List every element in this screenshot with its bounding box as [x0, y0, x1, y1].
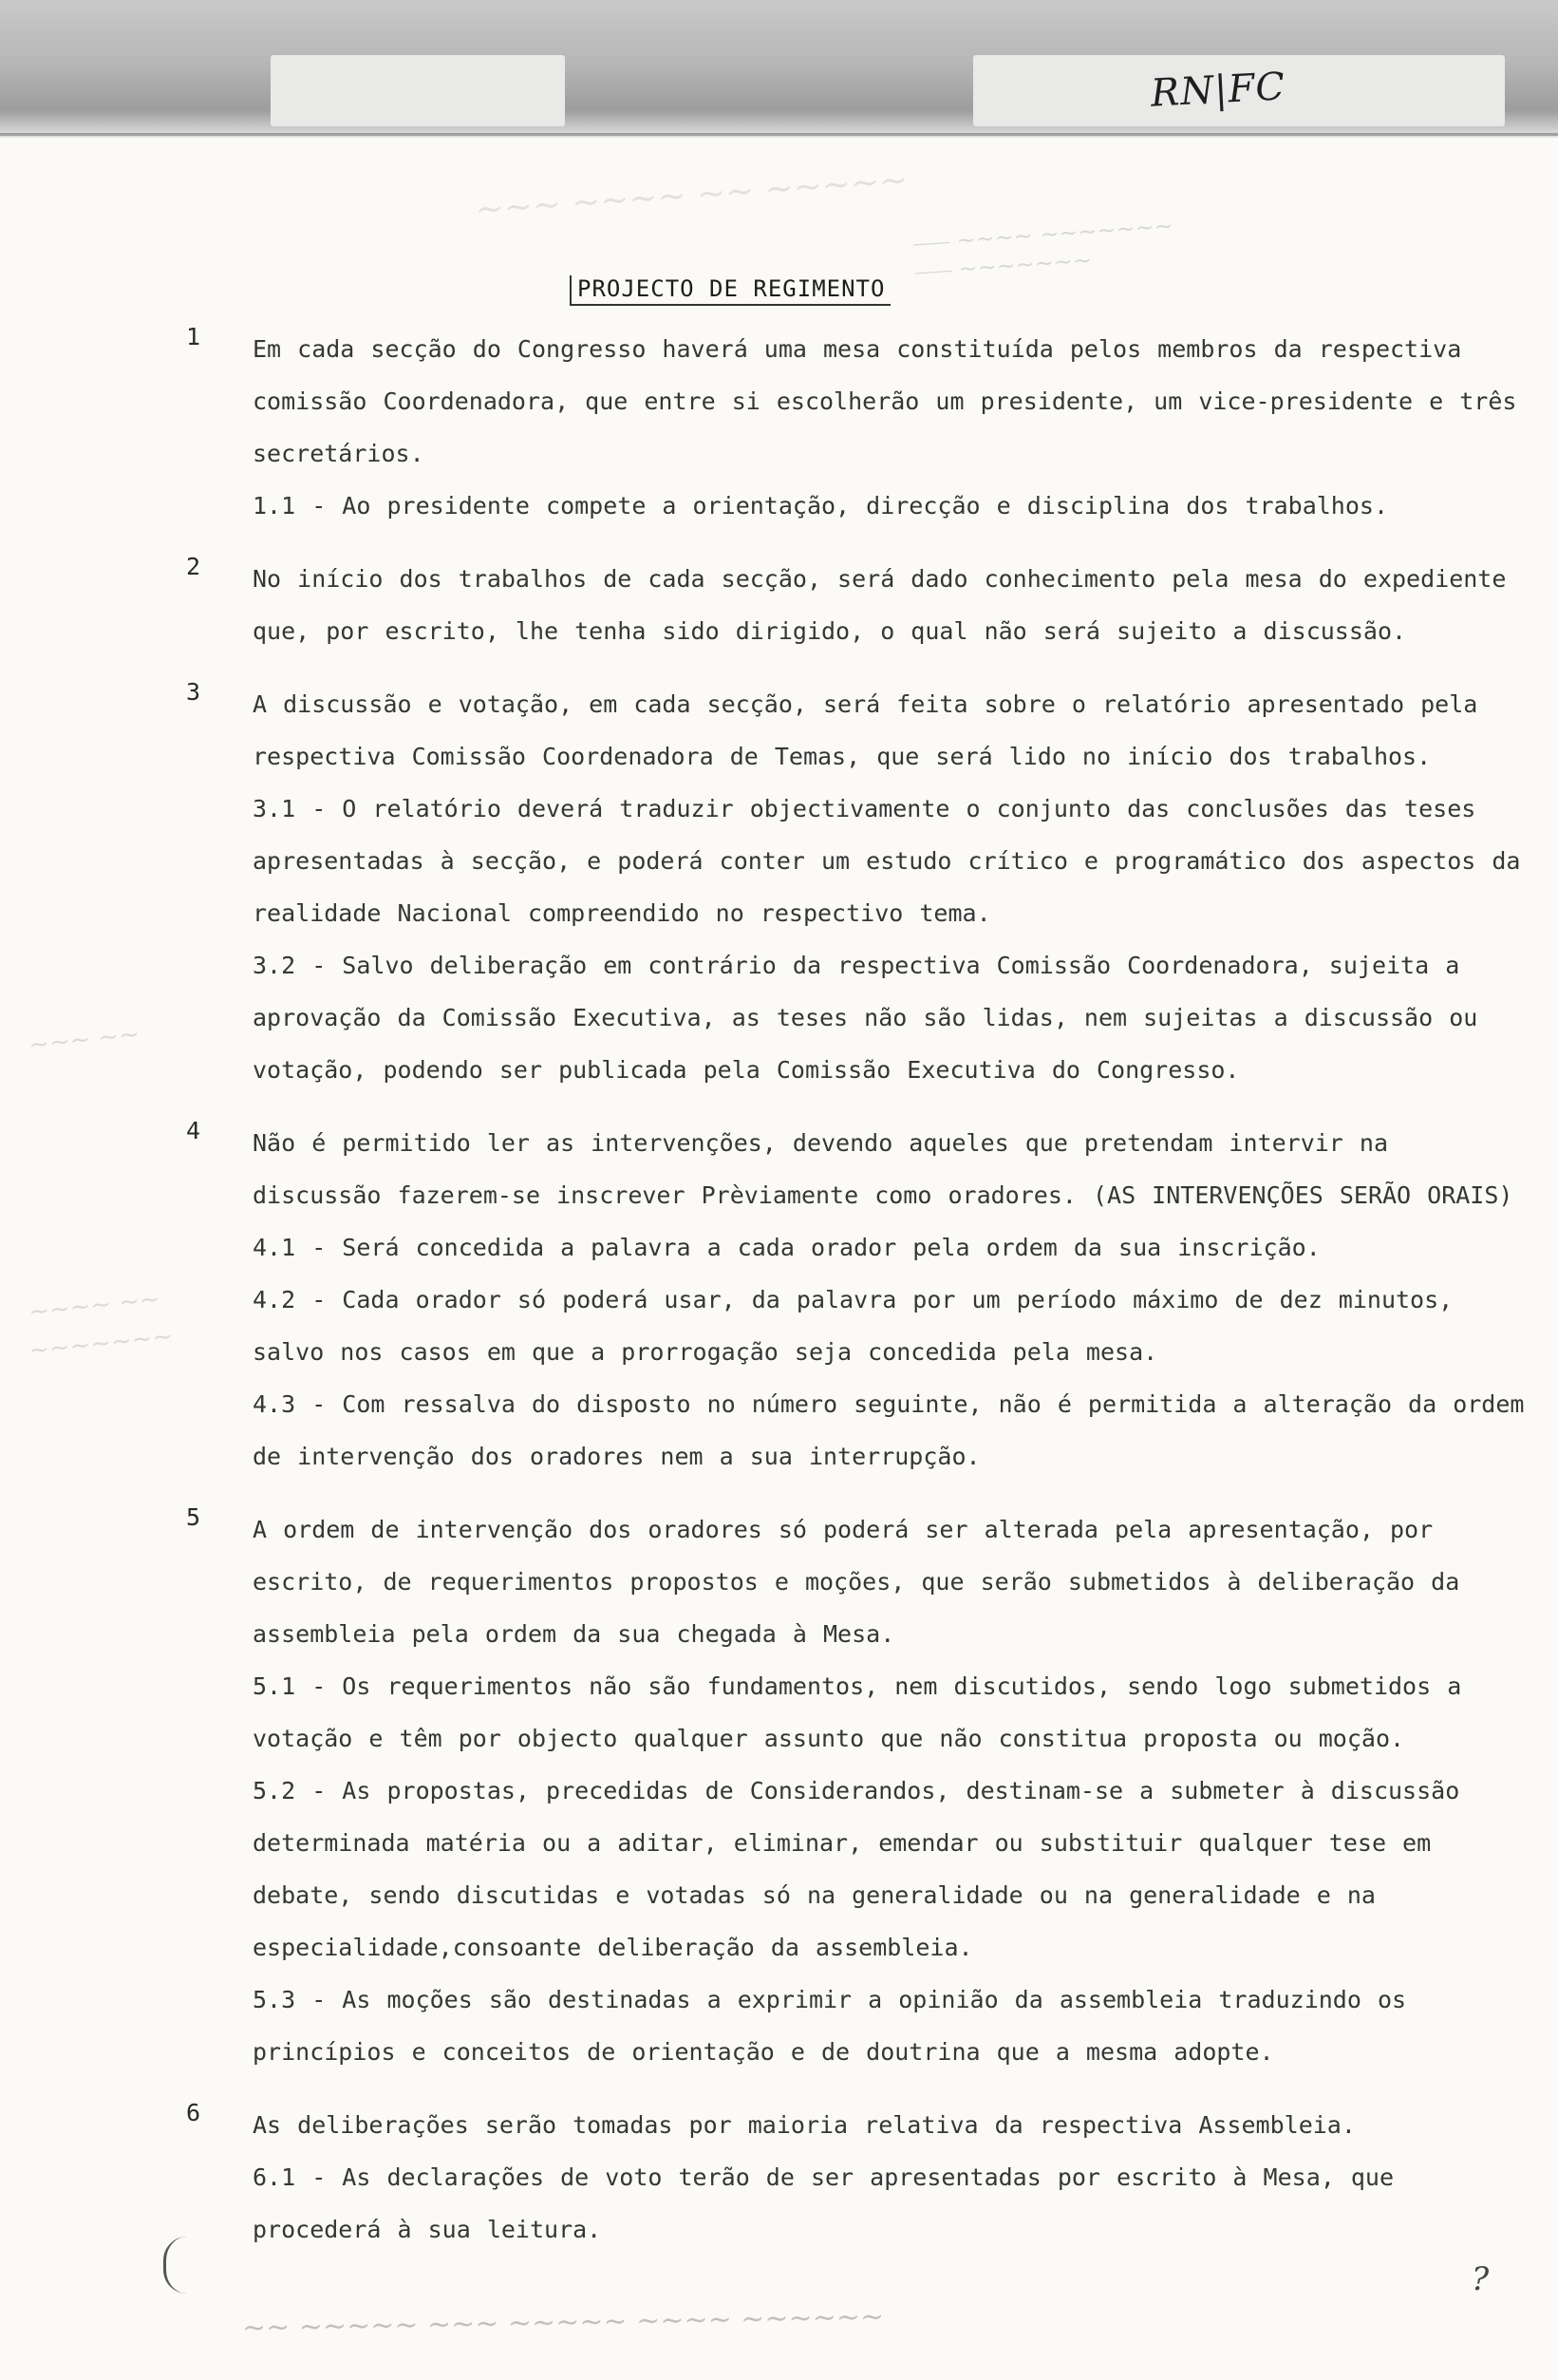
subsection-text: 4.3 - Com ressalva do disposto no número seguinte, não é permitida a alteração da ordem de intervenção dos oradores nem a sua interrupção. [253, 1390, 1525, 1470]
subsection-3-2 [253, 939, 1525, 1096]
faint-margin-notes: ~~~~ ~~ [27, 1284, 162, 1328]
paper-edge [0, 133, 1558, 136]
faint-handwriting: ⸺ ~~~~ ~~~~~~~ ⸺ ~~~~~~~ [910, 212, 1174, 286]
scanner-top-shadow [0, 0, 1558, 138]
subsection-3-1 [253, 783, 1525, 939]
subsection-4-3 [253, 1378, 1525, 1483]
bracket-mark [163, 2237, 187, 2294]
section-text: A ordem de intervenção dos oradores só poderá ser alterada pela apresentação, por escrito, de requerimentos propostos e moções, que serão submetidos à deliberação da assembleia pela ordem da sua chegada à Mesa. [253, 1516, 1460, 1648]
subsection-text: 5.3 - As moções são destinadas a exprimir a opinião da assembleia traduzindo os princípios e conceitos de orientação e de doutrina que a mesma adopte. [253, 1986, 1407, 2066]
subsection-text: 3.2 - Salvo deliberação em contrário da respectiva Comissão Coordenadora, sujeita a aprovação da Comissão Executiva, as teses não são lidas, nem sujeitas a discussão ou votação, podendo ser publicada pela Comissão Executiva do Congresso. [253, 952, 1478, 1084]
section-text: No início dos trabalhos de cada secção, será dado conhecimento pela mesa do expediente que, por escrito, lhe tenha sido dirigido, o qual não será sujeito a discussão. [253, 565, 1507, 645]
section-text: Em cada secção do Congresso haverá uma mesa constituída pelos membros da respectiva comissão Coordenadora, que entre si escolherão um presidente, um vice-presidente e três secretários. [253, 335, 1517, 467]
subsection-text: 1.1 - Ao presidente compete a orientação, direcção e disciplina dos trabalhos. [253, 492, 1388, 519]
section-4 [186, 1117, 1525, 1483]
section-1 [186, 323, 1525, 532]
section-number: 3 [186, 678, 201, 706]
section-text: As deliberações serão tomadas por maioria relativa da respectiva Assembleia. [253, 2111, 1356, 2139]
section-3 [186, 678, 1525, 1096]
handwritten-header-note: RN|FC [1149, 65, 1287, 116]
section-text: A discussão e votação, em cada secção, será feita sobre o relatório apresentado pela respectiva Comissão Coordenadora de Temas, que será lido no início dos trabalhos. [253, 690, 1478, 770]
section-number: 6 [186, 2099, 201, 2126]
section-6 [186, 2099, 1525, 2256]
handwritten-mark: ? [1472, 2260, 1490, 2298]
subsection-text: 6.1 - As declarações de voto terão de ser apresentadas por escrito à Mesa, que procederá à sua leitura. [253, 2163, 1394, 2243]
subsection-1-1 [253, 480, 1525, 532]
faint-margin-notes: ~~~ ~~ [27, 1019, 141, 1061]
section-number: 2 [186, 553, 201, 580]
section-number: 5 [186, 1503, 201, 1531]
subsection-4-1 [253, 1221, 1525, 1274]
subsection-5-2 [253, 1765, 1525, 1974]
subsection-5-1 [253, 1660, 1525, 1765]
document-title: PROJECTO DE REGIMENTO [570, 275, 891, 306]
section-2 [186, 553, 1525, 657]
subsection-text: 4.1 - Será concedida a palavra a cada orador pela ordem da sua inscrição. [253, 1234, 1321, 1261]
document-body [186, 323, 1525, 2276]
faint-handwriting: ~~~ ~~~~ ~~ ~~~~~ [474, 161, 910, 230]
faint-bottom-handwriting: ~~ ~~~~~ ~~~ ~~~~~ ~~~~ ~~~~~~ [241, 2300, 885, 2345]
subsection-text: 5.2 - As propostas, precedidas de Considerandos, destinam-se a submeter à discussão determinada matéria ou a aditar, eliminar, emendar ou substituir qualquer tese em debate, sendo discutidas e votadas só na generalidade ou na generalidade e na especialidade,consoante deliberação da assembleia. [253, 1777, 1460, 1961]
subsection-4-2 [253, 1274, 1525, 1378]
subsection-text: 5.1 - Os requerimentos não são fundamentos, nem discutidos, sendo logo submetidos a votação e têm por objecto qualquer assunto que não constitua proposta ou moção. [253, 1672, 1462, 1752]
scanner-light-patch [271, 55, 565, 126]
subsection-text: 4.2 - Cada orador só poderá usar, da palavra por um período máximo de dez minutos, salvo nos casos em que a prorrogação seja concedida pela mesa. [253, 1286, 1454, 1366]
section-5 [186, 1503, 1525, 2078]
section-number: 1 [186, 323, 201, 350]
faint-margin-notes: ~~~~~~~ [27, 1322, 175, 1366]
subsection-text: 3.1 - O relatório deverá traduzir objectivamente o conjunto das conclusões das teses apresentadas à secção, e poderá conter um estudo crítico e programático dos aspectos da realidade Nacional compreendido no respectivo tema. [253, 795, 1521, 927]
section-text: Não é permitido ler as intervenções, devendo aqueles que pretendam intervir na discussão fazerem-se inscrever Prèviamente como oradores. (AS INTERVENÇÕES SERÃO ORAIS) [253, 1129, 1513, 1209]
subsection-6-1 [253, 2151, 1525, 2256]
subsection-5-3 [253, 1974, 1525, 2078]
section-number: 4 [186, 1117, 201, 1144]
